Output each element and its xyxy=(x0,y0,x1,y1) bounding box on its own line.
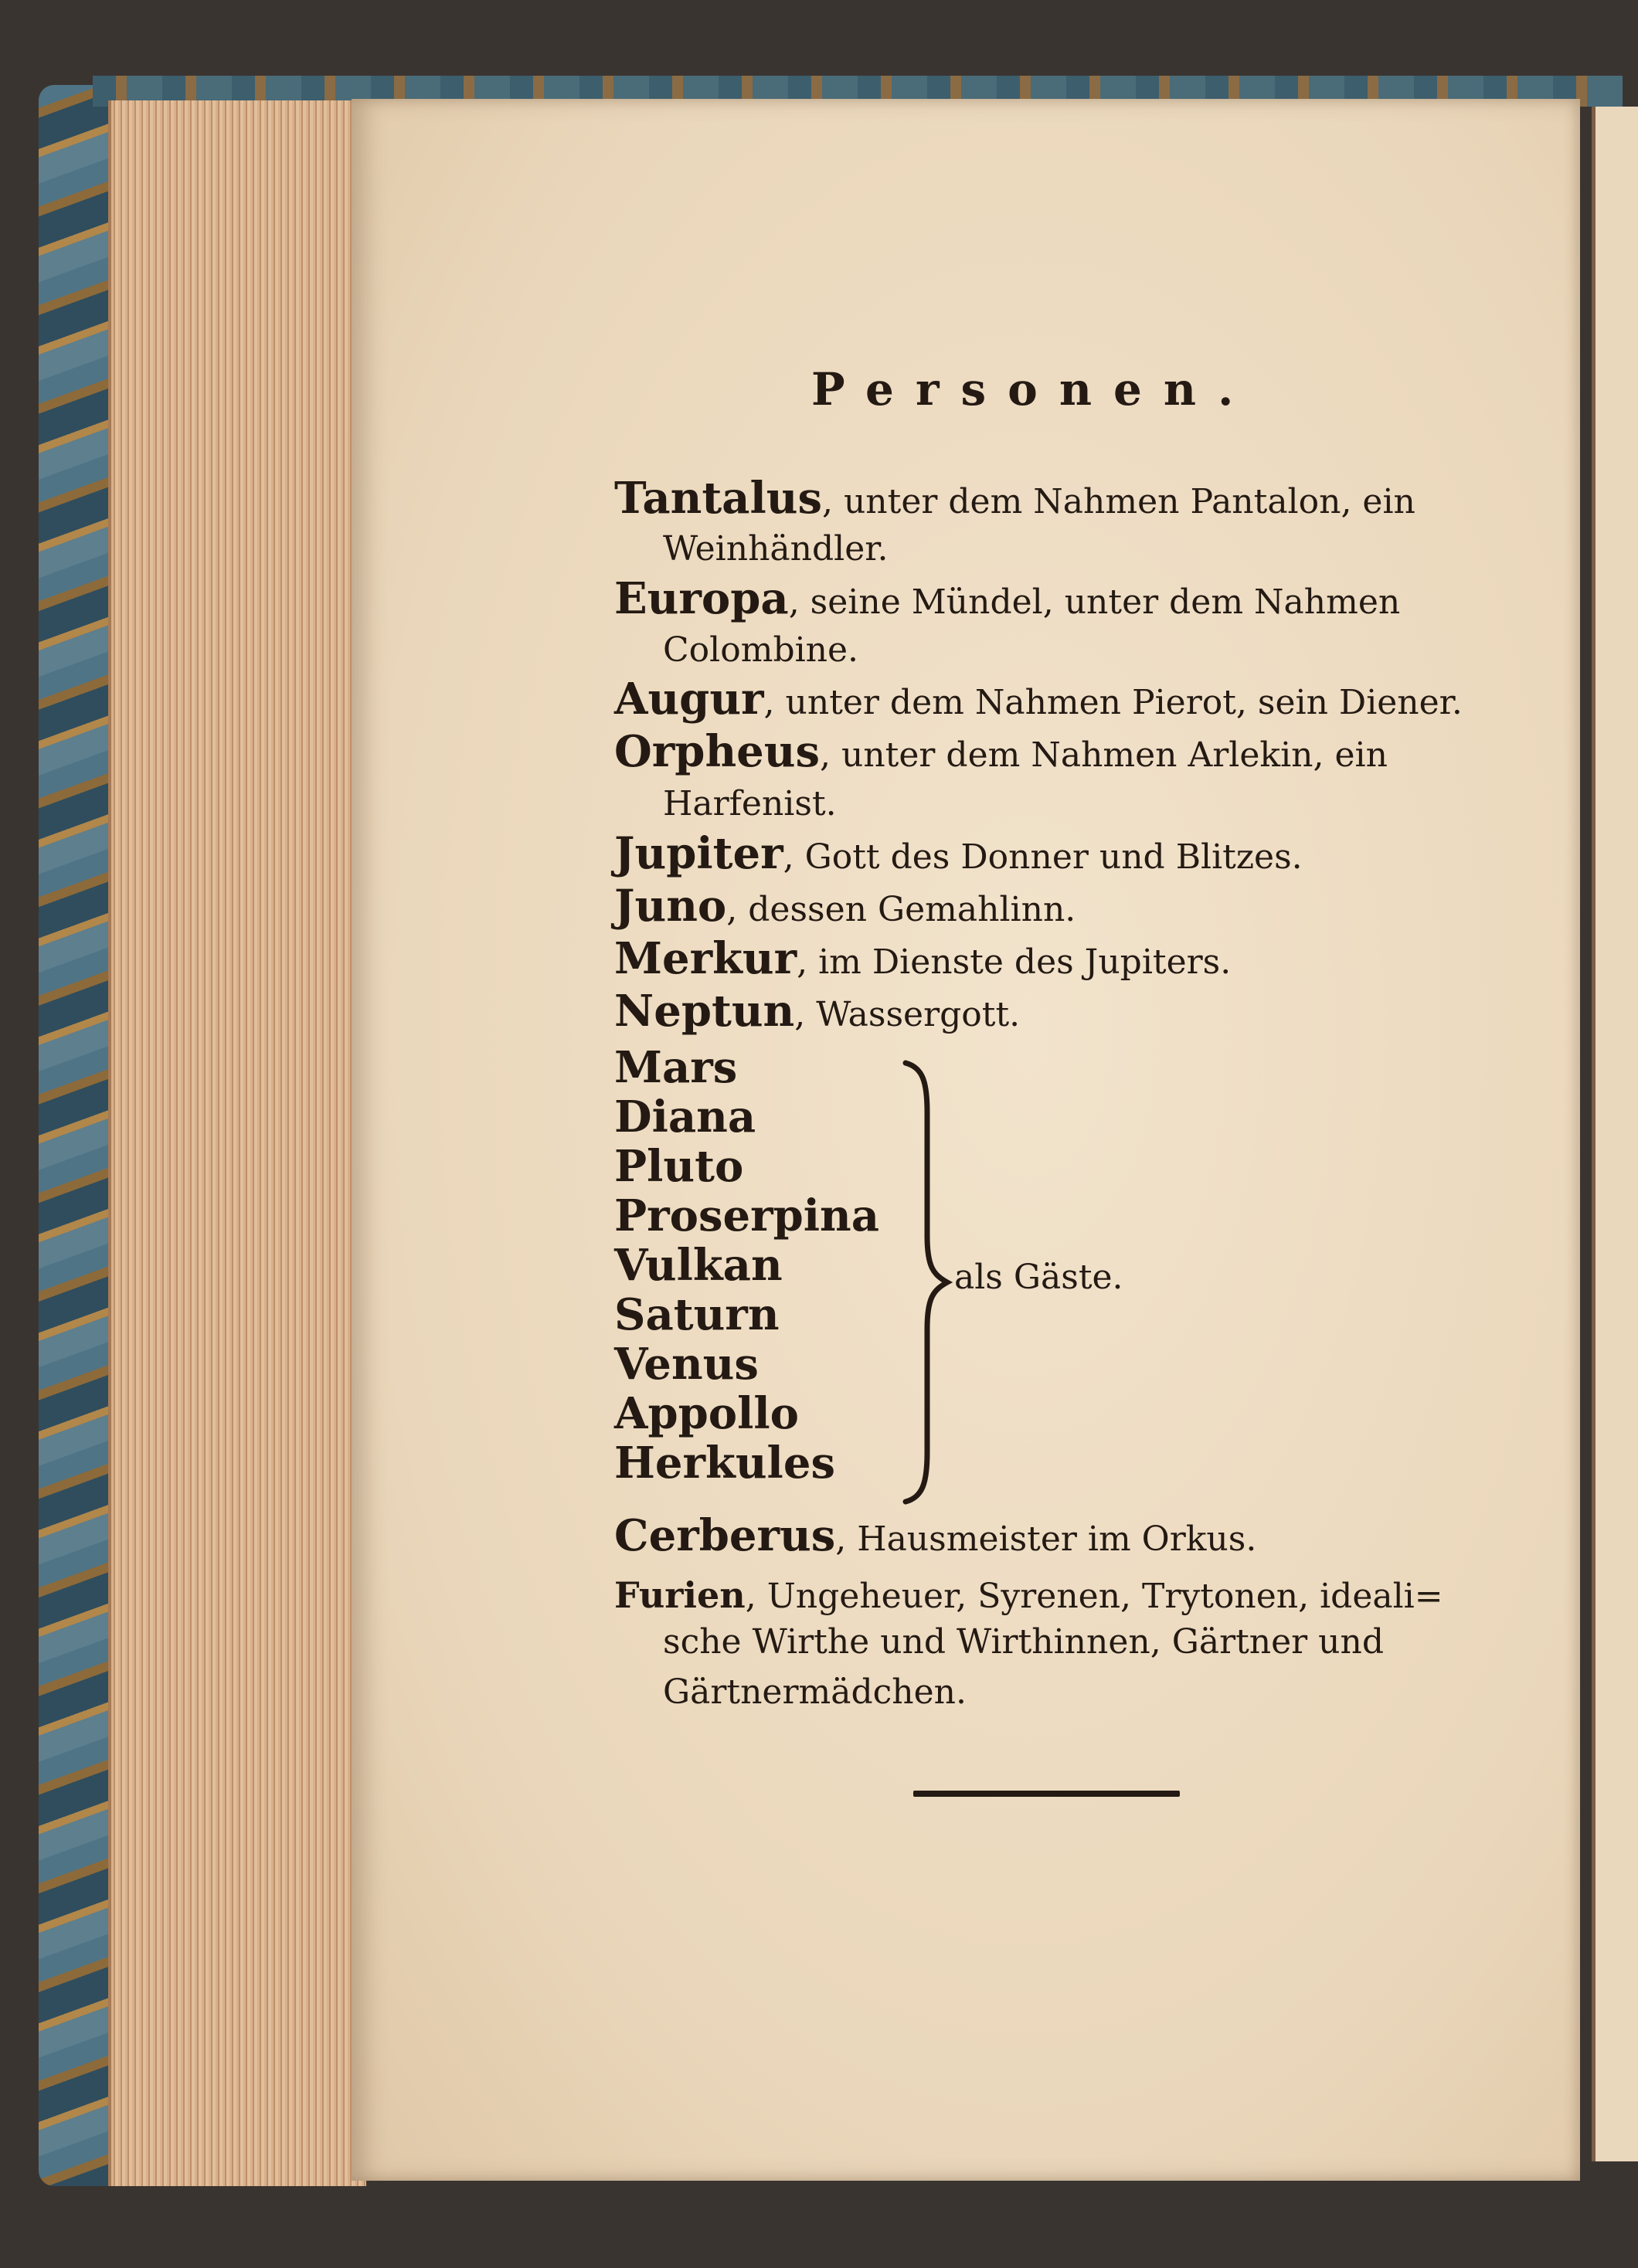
entry-jupiter xyxy=(614,828,1303,880)
entry-furien-continued: sche Wirthe und Wirthinnen, Gärtner und xyxy=(663,1622,1385,1662)
character-name: Merkur xyxy=(614,933,797,984)
entry-europa xyxy=(614,573,1400,625)
entry-tantalus-continued: Weinhändler. xyxy=(663,529,889,569)
entry-orpheus xyxy=(614,726,1388,778)
character-description: , Wassergott. xyxy=(794,995,1021,1034)
entry-orpheus-continued: Harfenist. xyxy=(663,784,837,823)
entry-augur xyxy=(614,674,1463,725)
character-description: , Gott des Donner und Blitzes. xyxy=(783,837,1303,877)
entry-tantalus xyxy=(614,473,1415,525)
page-heading: Personen. xyxy=(811,363,1256,416)
character-name: Europa xyxy=(614,573,789,624)
character-name: Furien xyxy=(614,1574,746,1616)
entry-cerberus xyxy=(614,1510,1256,1562)
entry-europa-continued: Colombine. xyxy=(663,630,859,670)
character-description: , unter dem Nahmen Pierot, sein Diener. xyxy=(763,683,1463,722)
closing-rule xyxy=(913,1791,1180,1797)
character-description: , Hausmeister im Orkus. xyxy=(835,1519,1257,1559)
book-spine xyxy=(39,85,108,2186)
entry-furien xyxy=(614,1574,1443,1618)
curly-brace-icon xyxy=(896,1058,958,1506)
character-description: , unter dem Nahmen Arlekin, ein xyxy=(820,735,1388,775)
character-description: , unter dem Nahmen Pantalon, ein xyxy=(821,482,1415,521)
guest-name: Herkules xyxy=(614,1438,835,1489)
character-description: , dessen Gemahlinn. xyxy=(726,890,1076,929)
guest-name: Pluto xyxy=(614,1141,744,1192)
guest-name: Diana xyxy=(614,1092,756,1142)
character-description: , Ungeheuer, Syrenen, Trytonen, ideali= xyxy=(745,1577,1443,1616)
character-name: Juno xyxy=(614,881,727,932)
guest-name: Saturn xyxy=(614,1289,780,1340)
entry-neptun xyxy=(614,986,1020,1037)
facing-page-edge xyxy=(1592,107,1638,2161)
guest-list xyxy=(614,1043,879,1488)
character-description: , im Dienste des Jupiters. xyxy=(797,942,1232,982)
guest-name: Proserpina xyxy=(614,1190,880,1241)
character-name: Augur xyxy=(614,674,764,725)
character-name: Cerberus xyxy=(614,1510,836,1561)
entry-furien-continued: Gärtnermädchen. xyxy=(663,1672,967,1712)
entry-merkur xyxy=(614,933,1231,985)
guest-name: Appollo xyxy=(614,1388,800,1439)
character-description: , seine Mündel, unter dem Nahmen xyxy=(788,582,1401,622)
page-block-edge xyxy=(108,100,366,2186)
guest-name: Vulkan xyxy=(614,1240,783,1291)
guest-name: Venus xyxy=(614,1339,759,1390)
character-name: Orpheus xyxy=(614,726,821,777)
character-name: Jupiter xyxy=(614,828,783,879)
entry-juno xyxy=(614,881,1076,932)
guest-name: Mars xyxy=(614,1042,738,1093)
guest-label: als Gäste. xyxy=(954,1258,1123,1297)
character-name: Neptun xyxy=(614,986,795,1037)
character-name: Tantalus xyxy=(614,473,822,524)
